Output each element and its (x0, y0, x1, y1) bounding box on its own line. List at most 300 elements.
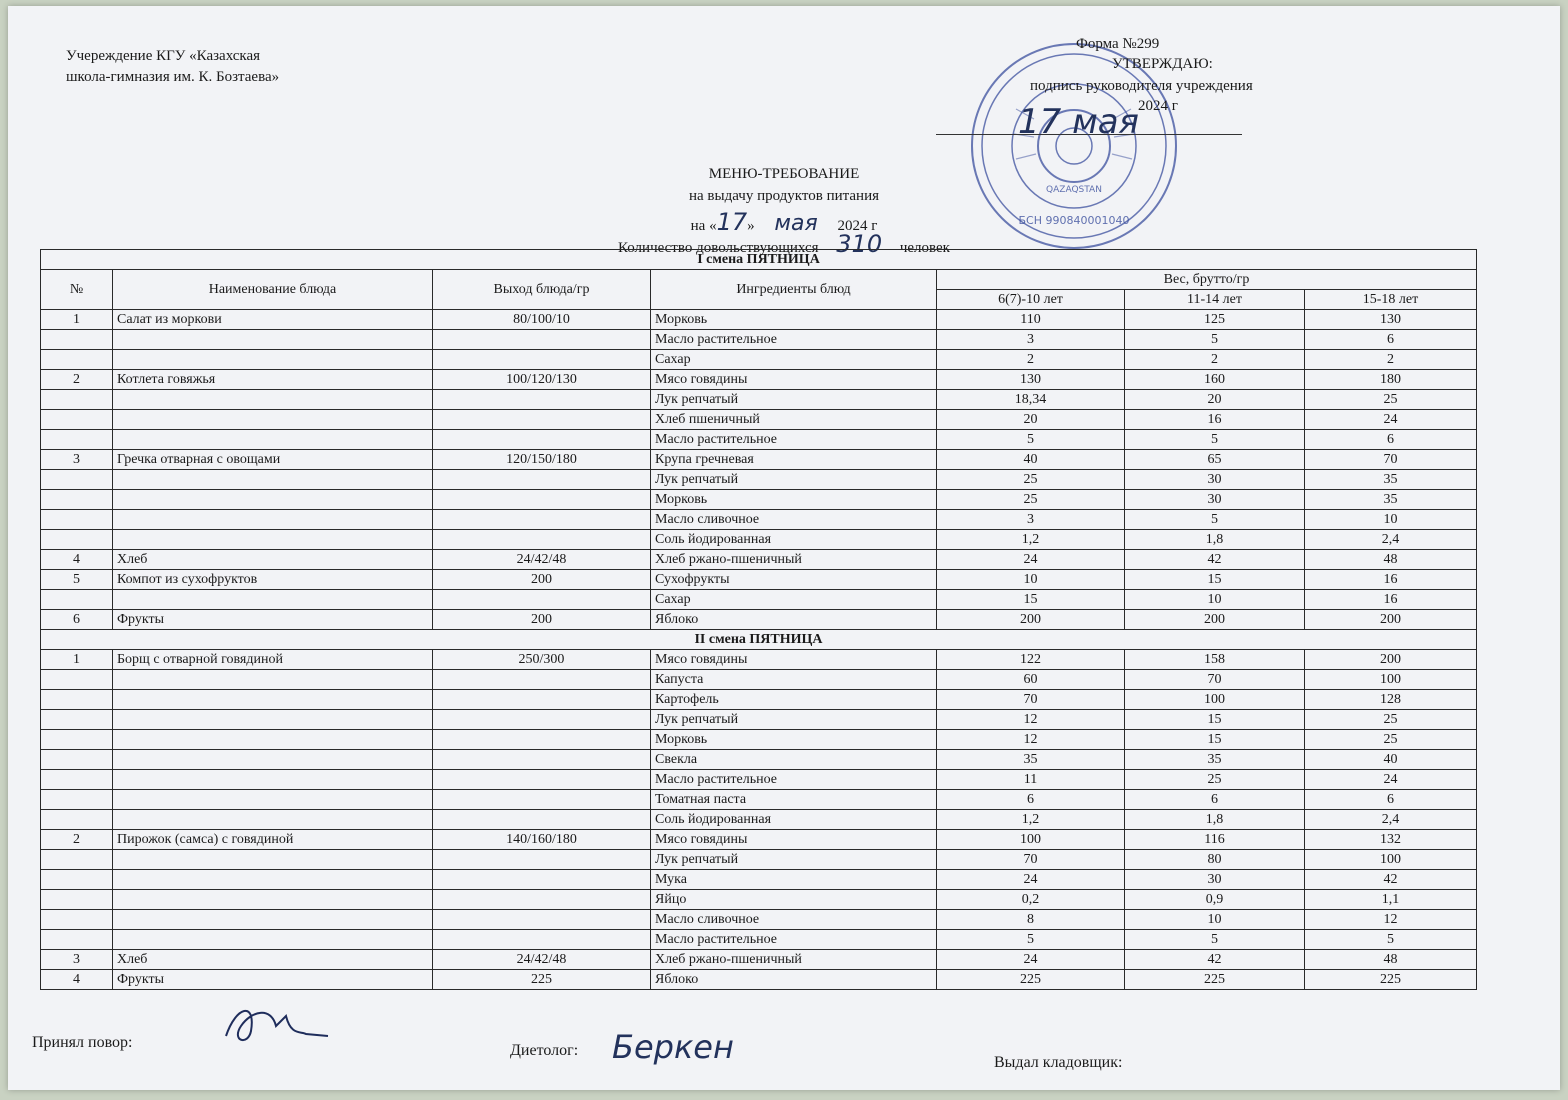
table-row (41, 910, 1477, 930)
shift-row (41, 250, 1477, 270)
table-row (41, 530, 1477, 550)
cell-age-15-18: 25 (1305, 710, 1477, 730)
table-row (41, 510, 1477, 530)
cell-age-6-10: 70 (937, 850, 1125, 870)
cell-age-15-18: 130 (1305, 310, 1477, 330)
cell-yield (433, 350, 651, 370)
cook-signature (216, 996, 336, 1056)
date-month: мая (774, 211, 818, 236)
cell-age-15-18: 2,4 (1305, 530, 1477, 550)
cell-dish: Компот из сухофруктов (113, 570, 433, 590)
cell-ingredient: Лук репчатый (651, 710, 937, 730)
cell-age-6-10: 24 (937, 950, 1125, 970)
cell-yield (433, 430, 651, 450)
cell-yield: 250/300 (433, 650, 651, 670)
cell-age-11-14: 10 (1125, 910, 1305, 930)
count-unit: человек (899, 240, 950, 256)
cell-age-15-18: 2 (1305, 350, 1477, 370)
cell-dish (113, 490, 433, 510)
cell-ingredient: Масло сливочное (651, 510, 937, 530)
table-row (41, 850, 1477, 870)
cell-num (41, 870, 113, 890)
cell-age-15-18: 48 (1305, 550, 1477, 570)
cell-age-11-14: 30 (1125, 490, 1305, 510)
document-sheet (8, 6, 1560, 1090)
cell-age-11-14: 0,9 (1125, 890, 1305, 910)
cell-dish (113, 430, 433, 450)
cell-dish: Котлета говяжья (113, 370, 433, 390)
table-row (41, 310, 1477, 330)
cell-num: 3 (41, 950, 113, 970)
cell-yield (433, 810, 651, 830)
cell-age-11-14: 1,8 (1125, 530, 1305, 550)
cell-num: 4 (41, 970, 113, 990)
cell-ingredient: Соль йодированная (651, 530, 937, 550)
menu-table (40, 249, 1477, 990)
cell-age-11-14: 10 (1125, 590, 1305, 610)
table-row (41, 950, 1477, 970)
cell-age-11-14: 160 (1125, 370, 1305, 390)
cell-num (41, 670, 113, 690)
table-row (41, 690, 1477, 710)
cell-age-15-18: 180 (1305, 370, 1477, 390)
cell-age-6-10: 3 (937, 510, 1125, 530)
cell-age-6-10: 5 (937, 930, 1125, 950)
cell-ingredient: Картофель (651, 690, 937, 710)
cell-yield (433, 770, 651, 790)
cell-ingredient: Мясо говядины (651, 650, 937, 670)
cell-dish (113, 890, 433, 910)
cell-num: 5 (41, 570, 113, 590)
cell-dish (113, 410, 433, 430)
cell-dish: Фрукты (113, 970, 433, 990)
table-row (41, 930, 1477, 950)
cell-ingredient: Масло сливочное (651, 910, 937, 930)
cell-age-6-10: 0,2 (937, 890, 1125, 910)
cell-yield (433, 910, 651, 930)
stamp-bin: БСН 990840001040 (1018, 214, 1130, 227)
cell-dish (113, 790, 433, 810)
header-age-6-10: 6(7)-10 лет (937, 290, 1125, 310)
storekeeper-label: Выдал кладовщик: (994, 1054, 1123, 1071)
cell-age-15-18: 6 (1305, 330, 1477, 350)
table-row (41, 470, 1477, 490)
cell-age-6-10: 5 (937, 430, 1125, 450)
cell-dish: Хлеб (113, 950, 433, 970)
cell-age-15-18: 132 (1305, 830, 1477, 850)
cell-ingredient: Капуста (651, 670, 937, 690)
cell-ingredient: Яйцо (651, 890, 937, 910)
cell-ingredient: Яблоко (651, 610, 937, 630)
cell-age-15-18: 5 (1305, 930, 1477, 950)
cell-ingredient: Крупа гречневая (651, 450, 937, 470)
header-dish: Наименование блюда (113, 270, 433, 310)
cell-num (41, 330, 113, 350)
cell-ingredient: Мука (651, 870, 937, 890)
cell-dish: Хлеб (113, 550, 433, 570)
cell-yield (433, 890, 651, 910)
cell-age-6-10: 15 (937, 590, 1125, 610)
institution-name (66, 46, 366, 88)
cell-age-6-10: 200 (937, 610, 1125, 630)
cell-num (41, 790, 113, 810)
cell-age-6-10: 110 (937, 310, 1125, 330)
cell-ingredient: Томатная паста (651, 790, 937, 810)
table-row (41, 750, 1477, 770)
cell-age-11-14: 42 (1125, 550, 1305, 570)
institution-line-1: Учереждение КГУ «Казахская (66, 48, 261, 64)
stamp-center-text: QAZAQSTAN (1046, 185, 1102, 195)
cell-dish (113, 710, 433, 730)
institution-line-2: школа-гимназия им. К. Бозтаева» (66, 69, 280, 85)
cell-age-11-14: 200 (1125, 610, 1305, 630)
cell-age-6-10: 35 (937, 750, 1125, 770)
header-row (41, 270, 1477, 290)
cell-yield (433, 410, 651, 430)
table-row (41, 410, 1477, 430)
table-row (41, 810, 1477, 830)
cell-yield (433, 850, 651, 870)
cell-num (41, 710, 113, 730)
cell-age-6-10: 6 (937, 790, 1125, 810)
cell-age-11-14: 5 (1125, 330, 1305, 350)
date-mid: » (747, 218, 755, 234)
cell-age-15-18: 1,1 (1305, 890, 1477, 910)
cell-ingredient: Масло растительное (651, 770, 937, 790)
signature-line (936, 134, 1242, 135)
cell-age-6-10: 3 (937, 330, 1125, 350)
cell-num: 3 (41, 450, 113, 470)
cell-age-11-14: 5 (1125, 930, 1305, 950)
cell-num: 4 (41, 550, 113, 570)
table-row (41, 370, 1477, 390)
cell-age-11-14: 30 (1125, 470, 1305, 490)
cell-num (41, 430, 113, 450)
cell-dish (113, 510, 433, 530)
cell-age-6-10: 70 (937, 690, 1125, 710)
cell-age-15-18: 6 (1305, 790, 1477, 810)
header-weight: Вес, брутто/гр (937, 270, 1477, 290)
cell-dish: Фрукты (113, 610, 433, 630)
cell-num (41, 930, 113, 950)
cell-dish: Салат из моркови (113, 310, 433, 330)
count-value: 310 (836, 230, 883, 258)
cell-age-11-14: 20 (1125, 390, 1305, 410)
year-line: 2024 г (1138, 98, 1178, 114)
cell-age-6-10: 100 (937, 830, 1125, 850)
cell-age-15-18: 70 (1305, 450, 1477, 470)
cell-dish (113, 330, 433, 350)
table-row (41, 650, 1477, 670)
cell-age-11-14: 30 (1125, 870, 1305, 890)
cell-age-15-18: 2,4 (1305, 810, 1477, 830)
table-row (41, 670, 1477, 690)
cell-dish (113, 590, 433, 610)
cell-num: 2 (41, 830, 113, 850)
cell-age-15-18: 48 (1305, 950, 1477, 970)
table-row (41, 730, 1477, 750)
cell-yield: 24/42/48 (433, 950, 651, 970)
cell-num: 1 (41, 310, 113, 330)
cell-dish (113, 870, 433, 890)
table-row (41, 430, 1477, 450)
cell-num (41, 730, 113, 750)
cell-age-6-10: 1,2 (937, 530, 1125, 550)
cell-ingredient: Свекла (651, 750, 937, 770)
cell-age-15-18: 200 (1305, 610, 1477, 630)
shift-row (41, 630, 1477, 650)
table-row (41, 970, 1477, 990)
cell-yield (433, 790, 651, 810)
cell-age-6-10: 40 (937, 450, 1125, 470)
cell-dish (113, 470, 433, 490)
cell-num: 6 (41, 610, 113, 630)
cell-age-15-18: 35 (1305, 490, 1477, 510)
cell-ingredient: Хлеб ржано-пшеничный (651, 950, 937, 970)
cell-age-15-18: 100 (1305, 850, 1477, 870)
cell-age-6-10: 60 (937, 670, 1125, 690)
cell-age-11-14: 16 (1125, 410, 1305, 430)
cell-yield (433, 670, 651, 690)
shift-title: I смена ПЯТНИЦА (41, 250, 1477, 270)
cell-ingredient: Сухофрукты (651, 570, 937, 590)
cook-label: Принял повор: (32, 1034, 133, 1051)
cell-age-15-18: 40 (1305, 750, 1477, 770)
cell-num (41, 810, 113, 830)
cell-age-11-14: 125 (1125, 310, 1305, 330)
cell-yield: 200 (433, 570, 651, 590)
cell-ingredient: Сахар (651, 590, 937, 610)
table-row (41, 610, 1477, 630)
cell-age-6-10: 11 (937, 770, 1125, 790)
cell-yield (433, 690, 651, 710)
header-ingredients: Ингредиенты блюд (651, 270, 937, 310)
cell-age-11-14: 15 (1125, 570, 1305, 590)
cell-ingredient: Масло растительное (651, 430, 937, 450)
cell-age-6-10: 130 (937, 370, 1125, 390)
cell-age-15-18: 10 (1305, 510, 1477, 530)
cell-ingredient: Яблоко (651, 970, 937, 990)
cell-age-6-10: 12 (937, 710, 1125, 730)
table-row (41, 390, 1477, 410)
cell-age-6-10: 24 (937, 870, 1125, 890)
cell-dish (113, 750, 433, 770)
table-row (41, 350, 1477, 370)
date-year: 2024 г (837, 218, 878, 234)
shift-title: II смена ПЯТНИЦА (41, 630, 1477, 650)
cell-num (41, 410, 113, 430)
dietitian-label: Диетолог: (510, 1042, 579, 1059)
cell-yield (433, 590, 651, 610)
cell-yield (433, 510, 651, 530)
cell-dish (113, 730, 433, 750)
cell-dish: Борщ с отварной говядиной (113, 650, 433, 670)
cell-num: 1 (41, 650, 113, 670)
table-row (41, 770, 1477, 790)
cell-ingredient: Сахар (651, 350, 937, 370)
cell-age-11-14: 1,8 (1125, 810, 1305, 830)
cell-age-11-14: 42 (1125, 950, 1305, 970)
cell-age-11-14: 70 (1125, 670, 1305, 690)
table-row (41, 890, 1477, 910)
cell-yield (433, 730, 651, 750)
cell-age-6-10: 12 (937, 730, 1125, 750)
cell-num (41, 350, 113, 370)
table-row (41, 330, 1477, 350)
cell-age-6-10: 1,2 (937, 810, 1125, 830)
cell-num: 2 (41, 370, 113, 390)
cell-age-11-14: 5 (1125, 510, 1305, 530)
cell-ingredient: Хлеб ржано-пшеничный (651, 550, 937, 570)
cell-ingredient: Лук репчатый (651, 390, 937, 410)
cell-num (41, 530, 113, 550)
cell-ingredient: Мясо говядины (651, 830, 937, 850)
cell-dish (113, 530, 433, 550)
cell-age-15-18: 225 (1305, 970, 1477, 990)
cell-age-15-18: 24 (1305, 410, 1477, 430)
document-title: МЕНЮ-ТРЕБОВАНИЕ (708, 166, 860, 182)
dietitian-signature: Беркен (612, 1028, 734, 1066)
cell-age-6-10: 8 (937, 910, 1125, 930)
approve-label: УТВЕРЖДАЮ: (1112, 56, 1213, 72)
cell-num (41, 470, 113, 490)
table-row (41, 710, 1477, 730)
date-prefix: на « (690, 218, 717, 234)
cell-age-11-14: 15 (1125, 710, 1305, 730)
cell-yield (433, 750, 651, 770)
date-day: 17 (716, 208, 748, 236)
cell-age-6-10: 225 (937, 970, 1125, 990)
table-row (41, 450, 1477, 470)
cell-age-6-10: 24 (937, 550, 1125, 570)
count-label: Количество довольствующихся (618, 240, 819, 256)
cell-age-15-18: 35 (1305, 470, 1477, 490)
cell-yield (433, 470, 651, 490)
cell-age-15-18: 6 (1305, 430, 1477, 450)
handwritten-approval-date: 17 мая (1018, 102, 1140, 142)
cell-dish: Пирожок (самса) с говядиной (113, 830, 433, 850)
cell-yield: 100/120/130 (433, 370, 651, 390)
signature-caption: подпись руководителя учреждения (1030, 78, 1253, 94)
cell-age-11-14: 80 (1125, 850, 1305, 870)
cell-age-11-14: 2 (1125, 350, 1305, 370)
cell-age-15-18: 25 (1305, 390, 1477, 410)
cell-age-11-14: 158 (1125, 650, 1305, 670)
header-yield: Выход блюда/гр (433, 270, 651, 310)
cell-ingredient: Соль йодированная (651, 810, 937, 830)
cell-yield: 225 (433, 970, 651, 990)
cell-age-15-18: 24 (1305, 770, 1477, 790)
header-age-15-18: 15-18 лет (1305, 290, 1477, 310)
cell-dish (113, 910, 433, 930)
cell-yield (433, 930, 651, 950)
cell-num (41, 850, 113, 870)
cell-num (41, 890, 113, 910)
cell-dish (113, 770, 433, 790)
document-subtitle: на выдачу продуктов питания (689, 188, 879, 204)
cell-yield (433, 330, 651, 350)
cell-yield: 120/150/180 (433, 450, 651, 470)
cell-num (41, 390, 113, 410)
cell-yield: 200 (433, 610, 651, 630)
cell-age-15-18: 100 (1305, 670, 1477, 690)
cell-yield: 24/42/48 (433, 550, 651, 570)
cell-num (41, 910, 113, 930)
cell-age-15-18: 16 (1305, 570, 1477, 590)
cell-age-15-18: 42 (1305, 870, 1477, 890)
cell-age-6-10: 25 (937, 470, 1125, 490)
cell-num (41, 490, 113, 510)
form-number: Форма №299 (1076, 36, 1160, 52)
cell-ingredient: Хлеб пшеничный (651, 410, 937, 430)
cell-age-15-18: 128 (1305, 690, 1477, 710)
cell-age-11-14: 25 (1125, 770, 1305, 790)
cell-dish (113, 810, 433, 830)
cell-age-6-10: 2 (937, 350, 1125, 370)
cell-age-6-10: 18,34 (937, 390, 1125, 410)
cell-age-11-14: 100 (1125, 690, 1305, 710)
cell-ingredient: Масло растительное (651, 930, 937, 950)
cell-age-6-10: 25 (937, 490, 1125, 510)
cell-age-11-14: 15 (1125, 730, 1305, 750)
cell-dish (113, 670, 433, 690)
cell-yield (433, 490, 651, 510)
cell-dish (113, 930, 433, 950)
cell-ingredient: Морковь (651, 490, 937, 510)
table-row (41, 490, 1477, 510)
cell-dish (113, 390, 433, 410)
cell-dish (113, 690, 433, 710)
cell-age-11-14: 5 (1125, 430, 1305, 450)
cell-yield (433, 870, 651, 890)
cell-age-11-14: 6 (1125, 790, 1305, 810)
cell-age-11-14: 35 (1125, 750, 1305, 770)
cell-yield: 140/160/180 (433, 830, 651, 850)
cell-dish (113, 850, 433, 870)
cell-age-6-10: 10 (937, 570, 1125, 590)
cell-ingredient: Морковь (651, 310, 937, 330)
cell-age-15-18: 16 (1305, 590, 1477, 610)
cell-num (41, 510, 113, 530)
cell-num (41, 690, 113, 710)
cell-num (41, 590, 113, 610)
cell-ingredient: Мясо говядины (651, 370, 937, 390)
header-age-11-14: 11-14 лет (1125, 290, 1305, 310)
cell-yield: 80/100/10 (433, 310, 651, 330)
cell-age-11-14: 116 (1125, 830, 1305, 850)
cell-dish: Гречка отварная с овощами (113, 450, 433, 470)
table-row (41, 790, 1477, 810)
table-row (41, 550, 1477, 570)
cell-ingredient: Лук репчатый (651, 470, 937, 490)
cell-num (41, 770, 113, 790)
table-row (41, 830, 1477, 850)
cell-ingredient: Масло растительное (651, 330, 937, 350)
cell-yield (433, 530, 651, 550)
cell-age-11-14: 65 (1125, 450, 1305, 470)
table-row (41, 870, 1477, 890)
cell-age-11-14: 225 (1125, 970, 1305, 990)
cell-num (41, 750, 113, 770)
table-row (41, 590, 1477, 610)
cell-ingredient: Морковь (651, 730, 937, 750)
cell-age-6-10: 122 (937, 650, 1125, 670)
cell-ingredient: Лук репчатый (651, 850, 937, 870)
header-num: № (41, 270, 113, 310)
cell-age-6-10: 20 (937, 410, 1125, 430)
cell-yield (433, 390, 651, 410)
cell-age-15-18: 200 (1305, 650, 1477, 670)
